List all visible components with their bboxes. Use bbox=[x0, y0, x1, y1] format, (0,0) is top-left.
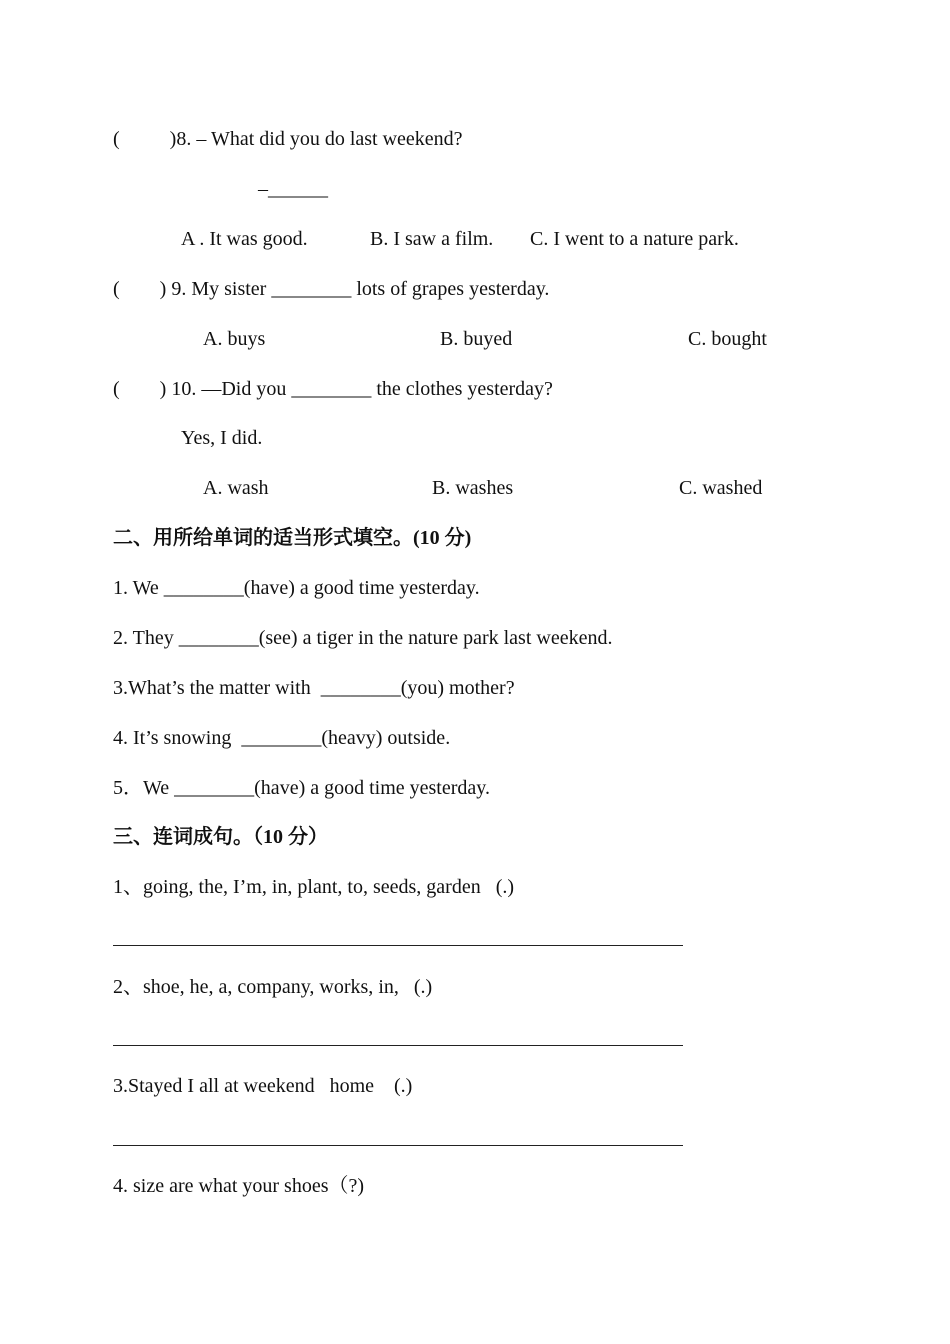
answer-line bbox=[113, 945, 683, 946]
q9-stem: ( ) 9. My sister ________ lots of grapes yesterday. bbox=[113, 278, 550, 300]
q10-option-c: C. washed bbox=[679, 477, 763, 499]
section-3-heading: 三、连词成句。（10 分） bbox=[113, 826, 328, 848]
q9-option-b: B. buyed bbox=[440, 328, 513, 350]
section-3-item: 2、shoe, he, a, company, works, in, (.) bbox=[113, 976, 433, 998]
q10-reply: Yes, I did. bbox=[181, 427, 263, 449]
answer-line bbox=[113, 1145, 683, 1146]
section-3-item: 3.Stayed I all at weekend home (.) bbox=[113, 1075, 413, 1097]
q8-stem: ( )8. – What did you do last weekend? bbox=[113, 128, 463, 150]
q10-option-a: A. wash bbox=[203, 477, 269, 499]
section-3-item: 1、going, the, I’m, in, plant, to, seeds, garden (.) bbox=[113, 876, 515, 898]
section-2-item: 4. It’s snowing ________(heavy) outside. bbox=[113, 727, 451, 749]
q8-option-a: A . It was good. bbox=[181, 228, 308, 250]
section-2-item: 2. They ________(see) a tiger in the nature park last weekend. bbox=[113, 627, 613, 649]
section-2-item: 5．We ________(have) a good time yesterday. bbox=[113, 777, 490, 799]
q8-option-b: B. I saw a film. bbox=[370, 228, 494, 250]
q9-option-a: A. buys bbox=[203, 328, 266, 350]
q10-stem: ( ) 10. —Did you ________ the clothes yesterday? bbox=[113, 378, 553, 400]
section-2-heading: 二、用所给单词的适当形式填空。(10 分) bbox=[113, 527, 472, 549]
answer-line bbox=[113, 1045, 683, 1046]
q9-option-c: C. bought bbox=[688, 328, 767, 350]
q8-option-c: C. I went to a nature park. bbox=[530, 228, 739, 250]
section-3-item: 4. size are what your shoes（?) bbox=[113, 1175, 365, 1197]
q8-answer-line: –______ bbox=[258, 178, 328, 200]
q10-option-b: B. washes bbox=[432, 477, 514, 499]
section-2-item: 1. We ________(have) a good time yesterday. bbox=[113, 577, 480, 599]
section-2-item: 3.What’s the matter with ________(you) mother? bbox=[113, 677, 515, 699]
